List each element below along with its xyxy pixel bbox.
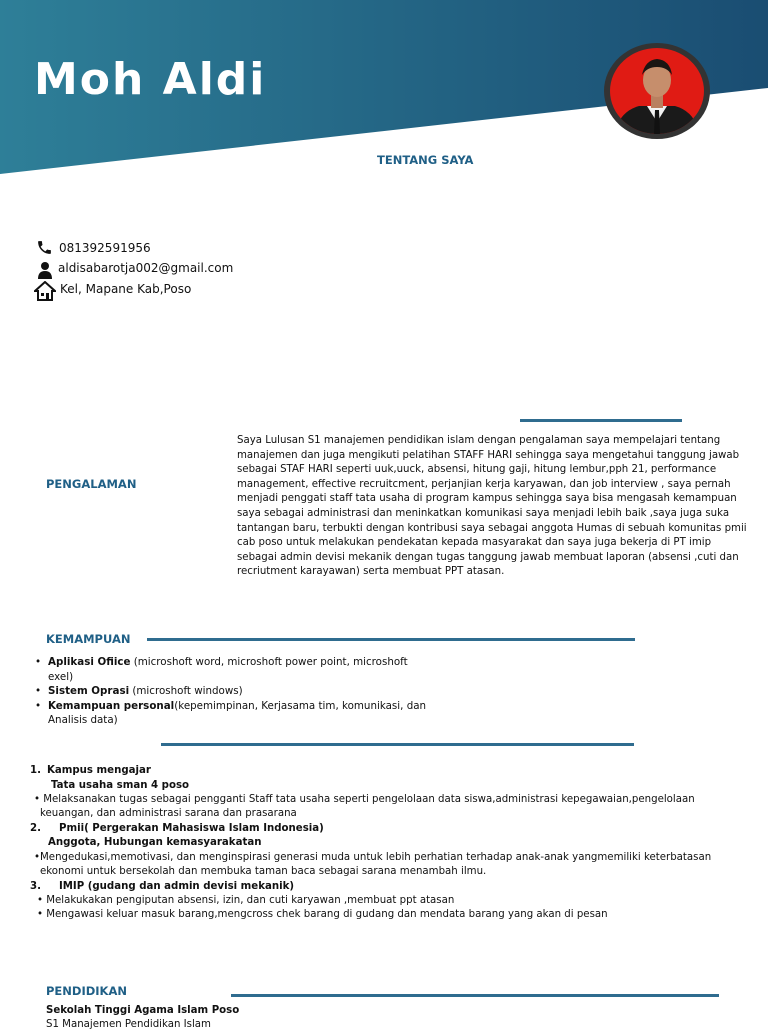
profile-photo	[603, 42, 711, 140]
education-heading: PENDIDIKAN	[46, 984, 127, 998]
skills-list	[32, 655, 452, 728]
org-item-1-bullet: • Melaksanakan tugas sebagai pengganti Staff tata usaha seperti pengelolaan data siswa,administrasi kepegawaian,pengelolaan	[34, 794, 695, 805]
contact-address	[34, 277, 191, 301]
about-divider	[520, 419, 682, 422]
org-item-2-subtitle: Anggota, Hubungan kemasyarakatan	[48, 837, 262, 848]
org-item-1-number: 1.	[30, 765, 41, 776]
org-item-3-bullet: • Mengawasi keluar masuk barang,mengcross chek barang di gudang dan mendata barang yang akan di pesan	[37, 909, 608, 920]
email-address: aldisabarotja002@gmail.com	[58, 261, 234, 275]
phone-number: 081392591956	[59, 240, 151, 255]
experience-heading: PENGALAMAN	[46, 477, 137, 491]
education-program: S1 Manajemen Pendidikan Islam	[46, 1019, 211, 1030]
education-school: Sekolah Tinggi Agama Islam Poso	[46, 1005, 240, 1016]
skills-divider	[147, 638, 635, 641]
skills-heading: KEMAMPUAN	[46, 632, 131, 646]
education-divider	[231, 994, 719, 997]
address-text: Kel, Mapane Kab,Poso	[60, 282, 192, 296]
skill-item: • Sistem Oprasi (microshoft windows)	[32, 684, 452, 699]
phone-icon	[36, 239, 56, 256]
org-item-1-bullet-cont: keuangan, dan administrasi sarana dan prasarana	[40, 808, 297, 819]
contact-phone	[34, 239, 151, 256]
org-item-3-title: IMIP (gudang dan admin devisi mekanik)	[59, 881, 295, 892]
skill-item: • Kemampuan personal(kepemimpinan, Kerjasama tim, komunikasi, dan Analisis data)	[32, 699, 452, 728]
org-item-2-title: Pmii( Pergerakan Mahasiswa Islam Indonesia)	[59, 823, 324, 834]
house-icon	[34, 281, 58, 301]
candidate-name: Moh Aldi	[34, 54, 267, 105]
org-item-3-number: 3.	[30, 881, 41, 892]
org-item-1-title: Kampus mengajar	[47, 765, 151, 776]
org-item-1-subtitle: Tata usaha sman 4 poso	[51, 780, 190, 791]
about-text: Saya Lulusan S1 manajemen pendidikan islam dengan pengalaman saya mempelajari tentang manajemen dan juga mengikuti pelatihan STAFF HARI sehingga saya mengetahui tanggung jawab sebagai STAF HARI seperti uuk,uuck, absensi, hitung gaji, hitung lembur,pph 21, performance management, effective recruitcment, perjanjian kerja karyawan, dan job interview , saya pernah menjadi penggati staff tata usaha di program kampus sehingga saya bisa mengasah kemampuan saya sebagai administrasi dan meninkatkan komunikasi saya menjadi lebih baik ,saya juga suka tantangan baru, terbukti dengan kontribusi saya sebagai anggota Humas di sebuah komunitas pmii cab poso untuk melakukan pendekatan kepada masyarakat dan saya juga bekerja di PT imip sebagai admin devisi mekanik dengan tugas tanggung jawab membuat laporan (absensi ,cuti dan recriutment karayawan) serta membuat PPT atasan.	[237, 435, 747, 578]
about-heading: TENTANG SAYA	[377, 153, 474, 167]
contact-email	[34, 257, 233, 279]
org-item-2-number: 2.	[30, 823, 41, 834]
org-item-3-bullet: • Melakukakan pengiputan absensi, izin, dan cuti karyawan ,membuat ppt atasan	[37, 895, 455, 906]
org-item-2-bullet-cont: ekonomi untuk bersekolah dan membuka taman baca sebagai sarana menambah ilmu.	[40, 866, 487, 877]
org-divider	[161, 743, 634, 746]
skill-item: • Aplikasi Ofiice (microshoft word, microshoft power point, microshoft exel)	[32, 655, 452, 684]
org-item-2-bullet: •Mengedukasi,memotivasi, dan menginspirasi generasi muda untuk lebih perhatian terhadap anak-anak yangmemiliki keterbatasan	[34, 852, 712, 863]
